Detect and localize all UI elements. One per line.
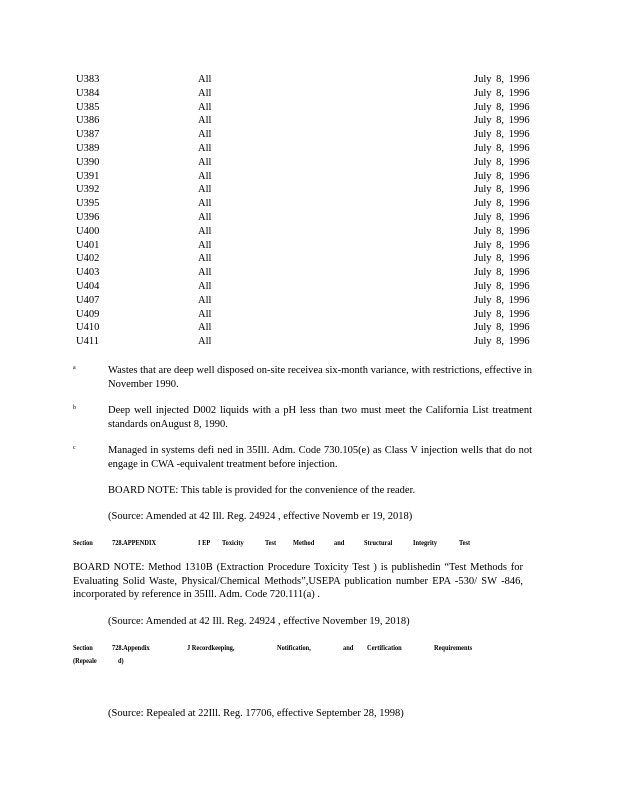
- effective-date-cell: July 8, 1996: [474, 253, 530, 265]
- heading-repealed-part2: d): [118, 656, 124, 665]
- waste-code-cell: U404: [76, 281, 100, 292]
- footnote-a-mark: a: [73, 365, 76, 371]
- scope-cell: All: [198, 239, 212, 251]
- effective-date-cell: July 8, 1996: [474, 308, 530, 320]
- waste-code-cell: U402: [76, 253, 100, 265]
- footnote-a-text: Wastes that are deep well disposed on-site receivea six-month variance, with restrictions, effective in November 1990.: [108, 365, 532, 390]
- waste-code-cell: U396: [76, 212, 100, 223]
- table-row: [0, 321, 618, 335]
- table-row: [0, 114, 618, 128]
- scope-cell: All: [198, 74, 212, 85]
- table-row: [0, 156, 618, 170]
- waste-code-cell: U407: [76, 294, 100, 306]
- waste-code-cell: U389: [76, 143, 100, 154]
- table-row: [0, 142, 618, 156]
- effective-date-cell: July 8, 1996: [474, 156, 530, 168]
- scope-cell: All: [198, 336, 212, 348]
- effective-date-cell: July 8, 1996: [474, 74, 530, 85]
- scope-cell: All: [198, 308, 212, 320]
- waste-code-cell: U401: [76, 239, 100, 251]
- scope-cell: All: [198, 101, 212, 113]
- effective-date-cell: July 8, 1996: [474, 267, 530, 279]
- heading-word: Toxicity: [222, 538, 244, 547]
- table-row: [0, 101, 618, 115]
- waste-code-cell: U409: [76, 308, 100, 320]
- effective-date-cell: July 8, 1996: [474, 170, 530, 182]
- heading-word: Test: [265, 538, 277, 547]
- table-row: [0, 280, 618, 294]
- table-row: [0, 170, 618, 184]
- heading-word: Test: [459, 538, 471, 547]
- source-note-2: (Source: Amended at 42 Ill. Reg. 24924 , effective November 19, 2018): [108, 616, 410, 627]
- effective-date-cell: July 8, 1996: [474, 225, 530, 237]
- scope-cell: All: [198, 184, 212, 196]
- waste-code-cell: U411: [76, 336, 99, 348]
- scope-cell: All: [198, 322, 212, 334]
- source-note-3: (Source: Repealed at 22Ill. Reg. 17706, effective September 28, 1998): [108, 708, 404, 719]
- effective-date-cell: July 8, 1996: [474, 336, 530, 348]
- footnote-c-text: Managed in systems defi ned in 35Ill. Adm. Code 730.105(e) as Class V injection wells that do not engage in CWA -equivalent treatment before injection.: [108, 445, 532, 470]
- scope-cell: All: [198, 170, 212, 182]
- heading-word: J Recordkeeping,: [187, 643, 235, 652]
- effective-date-cell: July 8, 1996: [474, 281, 530, 292]
- board-note-method: BOARD NOTE: Method 1310B (Extraction Procedure Toxicity Test ) is publishedin “Test Methods for Evaluating Solid Waste, Physical/Chemical Methods”,USEPA publication number EPA -530/ SW -846, incorporated by reference in 35Ill. Adm. Code 720.111(a) .: [73, 562, 523, 600]
- heading-word: Notification,: [277, 643, 311, 652]
- table-row: [0, 225, 618, 239]
- table-row: [0, 239, 618, 253]
- effective-date-cell: July 8, 1996: [474, 101, 530, 113]
- effective-date-cell: July 8, 1996: [474, 115, 530, 127]
- waste-code-cell: U390: [76, 156, 100, 168]
- waste-code-cell: U392: [76, 184, 100, 196]
- scope-cell: All: [198, 143, 212, 154]
- waste-code-cell: U384: [76, 87, 100, 99]
- effective-date-cell: July 8, 1996: [474, 212, 530, 223]
- waste-code-cell: U403: [76, 267, 100, 279]
- waste-code-cell: U410: [76, 322, 100, 334]
- waste-code-cell: U400: [76, 225, 100, 237]
- scope-cell: All: [198, 156, 212, 168]
- effective-date-cell: July 8, 1996: [474, 143, 530, 154]
- heading-word: and: [343, 643, 354, 652]
- heading-word: Method: [293, 538, 315, 547]
- scope-cell: All: [198, 212, 212, 223]
- table-row: [0, 294, 618, 308]
- table-row: [0, 87, 618, 101]
- waste-code-cell: U391: [76, 170, 100, 182]
- table-row: [0, 183, 618, 197]
- heading-word: Integrity: [413, 538, 438, 547]
- waste-code-cell: U386: [76, 115, 100, 127]
- heading-word: Requirements: [434, 643, 473, 652]
- table-row: [0, 335, 618, 349]
- table-row: [0, 266, 618, 280]
- scope-cell: All: [198, 129, 212, 141]
- heading-repealed-part1: (Repeale: [73, 656, 97, 665]
- scope-cell: All: [198, 115, 212, 127]
- effective-date-cell: July 8, 1996: [474, 129, 530, 141]
- board-note-table: BOARD NOTE: This table is provided for the convenience of the reader.: [108, 485, 416, 496]
- waste-code-cell: U387: [76, 129, 100, 141]
- table-row: [0, 197, 618, 211]
- table-row: [0, 308, 618, 322]
- heading-section-label: Section: [73, 538, 93, 547]
- footnote-b-text: Deep well injected D002 liquids with a pH less than two must meet the California List treatment standards onAugust 8, 1990.: [108, 405, 532, 430]
- heading-word: Structural: [364, 538, 393, 547]
- heading-appendix-label: 728.Appendix: [112, 643, 150, 652]
- heading-word: and: [334, 538, 345, 547]
- table-row: [0, 128, 618, 142]
- effective-date-cell: July 8, 1996: [474, 87, 530, 99]
- scope-cell: All: [198, 87, 212, 99]
- scope-cell: All: [198, 294, 212, 306]
- heading-word: I EP: [198, 538, 211, 547]
- effective-date-cell: July 8, 1996: [474, 239, 530, 251]
- source-note-1: (Source: Amended at 42 Ill. Reg. 24924 , effective Novemb er 19, 2018): [108, 511, 413, 522]
- effective-date-cell: July 8, 1996: [474, 294, 530, 306]
- scope-cell: All: [198, 267, 212, 279]
- effective-date-cell: July 8, 1996: [474, 322, 530, 334]
- effective-date-cell: July 8, 1996: [474, 184, 530, 196]
- table-row: [0, 252, 618, 266]
- heading-section-label: Section: [73, 643, 93, 652]
- waste-code-cell: U383: [76, 74, 100, 85]
- table-row: [0, 73, 618, 87]
- scope-cell: All: [198, 198, 212, 210]
- heading-appendix-label: 728.APPENDIX: [112, 538, 157, 547]
- waste-code-cell: U385: [76, 101, 100, 113]
- scope-cell: All: [198, 225, 212, 237]
- heading-word: Certification: [367, 643, 402, 652]
- scope-cell: All: [198, 253, 212, 265]
- waste-code-cell: U395: [76, 198, 100, 210]
- effective-date-cell: July 8, 1996: [474, 198, 530, 210]
- footnote-c-mark: c: [73, 445, 76, 451]
- table-row: [0, 211, 618, 225]
- footnote-b-mark: b: [73, 405, 76, 411]
- scope-cell: All: [198, 281, 212, 292]
